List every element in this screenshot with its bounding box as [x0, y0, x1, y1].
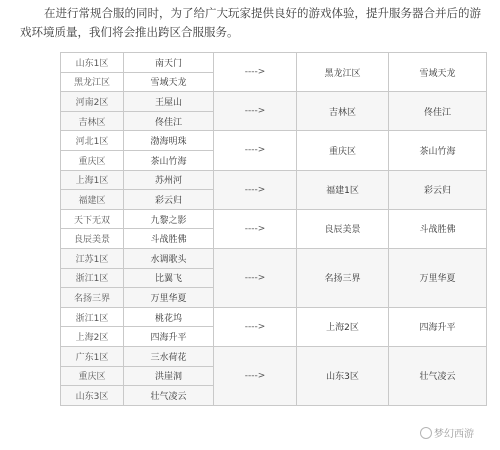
merge-arrow-cell: ---->	[214, 248, 297, 307]
source-name-cell: 洪崖洞	[124, 366, 214, 386]
source-server-cell: 浙江1区	[61, 307, 124, 327]
merge-arrow-cell: ---->	[214, 209, 297, 248]
source-server-cell: 上海2区	[61, 327, 124, 347]
merge-row	[61, 307, 487, 327]
server-merge-table	[60, 52, 487, 406]
source-server-cell: 山东1区	[61, 53, 124, 73]
target-name-cell: 万里华夏	[389, 248, 487, 307]
merge-arrow-cell: ---->	[214, 307, 297, 346]
source-name-cell: 桃花坞	[124, 307, 214, 327]
source-name-cell: 彩云归	[124, 190, 214, 210]
merge-row	[61, 53, 487, 73]
source-server-cell: 福建区	[61, 190, 124, 210]
target-server-cell: 良辰美景	[297, 209, 389, 248]
target-server-cell: 黑龙江区	[297, 53, 389, 92]
source-name-cell: 渤海明珠	[124, 131, 214, 151]
merge-row	[61, 170, 487, 190]
merge-row	[61, 248, 487, 268]
target-name-cell: 彩云归	[389, 170, 487, 209]
target-name-cell: 雪域天龙	[389, 53, 487, 92]
source-name-cell: 茶山竹海	[124, 150, 214, 170]
source-server-cell: 黑龙江区	[61, 72, 124, 92]
intro-paragraph: 在进行常规合服的同时，为了给广大玩家提供良好的游戏体验，提升服务器合并后的游戏环境质量，我们将会推出跨区合服服务。	[20, 6, 481, 39]
source-server-cell: 河南2区	[61, 92, 124, 112]
source-server-cell: 重庆区	[61, 150, 124, 170]
merge-arrow-cell: ---->	[214, 92, 297, 131]
watermark-text: 梦幻西游	[434, 429, 474, 440]
merge-arrow-cell: ---->	[214, 131, 297, 170]
source-server-cell: 吉林区	[61, 111, 124, 131]
source-name-cell: 四海升平	[124, 327, 214, 347]
source-name-cell: 王屋山	[124, 92, 214, 112]
source-name-cell: 比翼飞	[124, 268, 214, 288]
merge-arrow-cell: ---->	[214, 53, 297, 92]
source-name-cell: 三水荷花	[124, 346, 214, 366]
source-name-cell: 水调歌头	[124, 248, 214, 268]
source-server-cell: 浙江1区	[61, 268, 124, 288]
watermark-logo-icon	[420, 427, 432, 439]
target-server-cell: 山东3区	[297, 346, 389, 405]
source-server-cell: 天下无双	[61, 209, 124, 229]
target-name-cell: 斗战胜佛	[389, 209, 487, 248]
source-name-cell: 万里华夏	[124, 288, 214, 308]
merge-arrow-cell: ---->	[214, 346, 297, 405]
source-server-cell: 山东3区	[61, 386, 124, 406]
merge-row	[61, 92, 487, 112]
target-name-cell: 壮气凌云	[389, 346, 487, 405]
merge-row	[61, 346, 487, 366]
target-server-cell: 名扬三界	[297, 248, 389, 307]
merge-row	[61, 131, 487, 151]
source-server-cell: 江苏1区	[61, 248, 124, 268]
source-name-cell: 苏州河	[124, 170, 214, 190]
target-name-cell: 佟佳江	[389, 92, 487, 131]
source-server-cell: 河北1区	[61, 131, 124, 151]
target-server-cell: 重庆区	[297, 131, 389, 170]
merge-arrow-cell: ---->	[214, 170, 297, 209]
source-server-cell: 上海1区	[61, 170, 124, 190]
merge-row	[61, 209, 487, 229]
source-name-cell: 雪域天龙	[124, 72, 214, 92]
source-name-cell: 壮气凌云	[124, 386, 214, 406]
target-server-cell: 吉林区	[297, 92, 389, 131]
source-name-cell: 南天门	[124, 53, 214, 73]
source-server-cell: 良辰美景	[61, 229, 124, 249]
target-name-cell: 茶山竹海	[389, 131, 487, 170]
source-name-cell: 斗战胜佛	[124, 229, 214, 249]
watermark	[420, 425, 474, 440]
target-server-cell: 上海2区	[297, 307, 389, 346]
source-server-cell: 广东1区	[61, 346, 124, 366]
server-merge-table-body	[61, 53, 487, 406]
source-server-cell: 重庆区	[61, 366, 124, 386]
source-server-cell: 名扬三界	[61, 288, 124, 308]
source-name-cell: 佟佳江	[124, 111, 214, 131]
target-name-cell: 四海升平	[389, 307, 487, 346]
source-name-cell: 九黎之影	[124, 209, 214, 229]
target-server-cell: 福建1区	[297, 170, 389, 209]
